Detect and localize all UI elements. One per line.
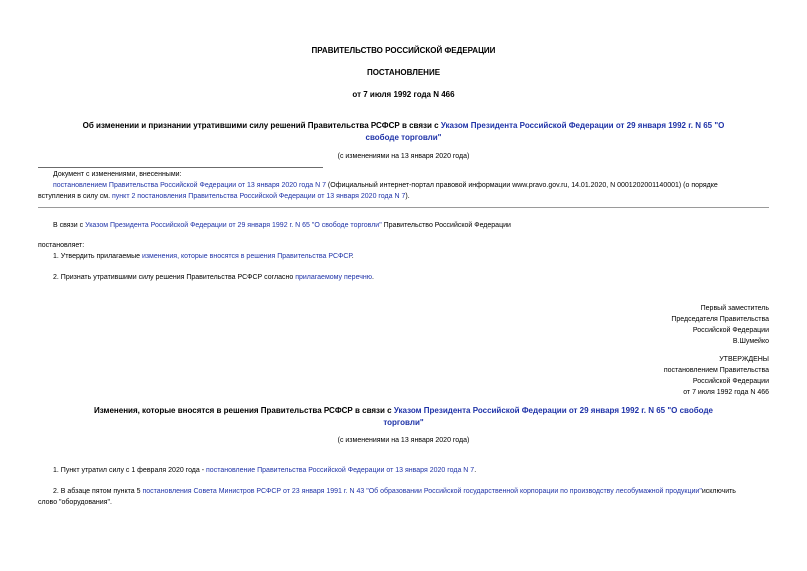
changes-link-point2[interactable]: пункт 2 постановления Правительства Российской Федерации от 13 января 2020 года N 7 bbox=[112, 193, 406, 200]
changes-text-2: вступления в силу см. bbox=[38, 193, 113, 200]
document-page bbox=[38, 0, 769, 571]
decides-text: постановляет: bbox=[38, 242, 85, 249]
approved-line-1: УТВЕРЖДЕНЫ bbox=[719, 356, 769, 363]
annex-revision-note: (с изменениями на 13 января 2020 года) bbox=[337, 437, 470, 444]
annex-item-1: 1. Пункт утратил силу с 1 февраля 2020 года - постановление Правительства Российской Федерации от 13 января 2020 года N 7. bbox=[53, 467, 477, 474]
title-text: Об изменении и признании утратившими силу решений Правительства РСФСР в связи с bbox=[82, 121, 441, 130]
changes-link-resolution[interactable]: постановлением Правительства Российской Федерации от 13 января 2020 года N 7 bbox=[53, 182, 326, 189]
approved-block bbox=[569, 355, 769, 398]
approved-line-2: постановлением Правительства bbox=[663, 366, 769, 374]
item-2: 2. Признать утратившими силу решения Правительства РСФСР согласно прилагаемому перечню. bbox=[53, 274, 374, 281]
annex-item-2-link[interactable]: постановления Совета Министров РСФСР от 23 января 1991 г. N 43 "Об образовании Российской государственной корпорации по производству лесобумажной продукции" bbox=[142, 488, 702, 495]
annex-title-decree-link[interactable]: Указом Президента Российской Федерации от 29 января 1992 г. N 65 "О свободе торговли" bbox=[383, 406, 713, 427]
signature-line-3: Российской Федерации bbox=[692, 326, 769, 334]
changes-bottom-rule bbox=[38, 207, 769, 208]
changes-body bbox=[38, 181, 769, 192]
changes-top-rule bbox=[38, 167, 323, 168]
document-date-number: от 7 июля 1992 года N 466 bbox=[352, 90, 455, 99]
item-1-link[interactable]: изменения, которые вносятся в решения Правительства РСФСР bbox=[141, 253, 352, 260]
signature-block bbox=[569, 304, 769, 347]
signature-line-2: Председателя Правительства bbox=[671, 315, 769, 323]
signature-line-1: Первый заместитель bbox=[700, 305, 769, 312]
intro-paragraph: В связи с Указом Президента Российской Федерации от 29 января 1992 г. N 65 "О свободе торговли" Правительство Российской Федерации bbox=[53, 222, 511, 229]
annex-item-2: 2. В абзаце пятом пункта 5 постановления Совета Министров РСФСР от 23 января 1991 г. N 43 "Об образовании Российской государственной корпорации по производству лесобумажной продукции"исключить bbox=[53, 488, 736, 495]
item-1: 1. Утвердить прилагаемые изменения, которые вносятся в решения Правительства РСФСР. bbox=[53, 253, 354, 260]
document-title bbox=[38, 120, 769, 143]
government-heading: ПРАВИТЕЛЬСТВО РОССИЙСКОЙ ФЕДЕРАЦИИ bbox=[311, 46, 496, 55]
changes-heading: Документ с изменениями, внесенными: bbox=[53, 171, 182, 178]
title-decree-link[interactable]: Указом Президента Российской Федерации от 29 января 1992 г. N 65 "О свободе торговли" bbox=[365, 121, 725, 142]
annex-item-1-link[interactable]: постановление Правительства Российской Федерации от 13 января 2020 года N 7 bbox=[206, 467, 475, 474]
changes-body-line2 bbox=[38, 192, 769, 201]
annex-title: Изменения, которые вносятся в решения Правительства РСФСР в связи с Указом Президента Российской Федерации от 29 января 1992 г. N 65 "О свободе торговли" bbox=[94, 406, 713, 427]
annex-item-2-line2: слово "оборудования". bbox=[38, 499, 112, 506]
intro-decree-link[interactable]: Указом Президента Российской Федерации от 29 января 1992 г. N 65 "О свободе торговли" bbox=[85, 222, 382, 229]
changes-text-1: (Официальный интернет-портал правовой информации www.pravo.gov.ru, 14.01.2020, N 0001202001140001) (о порядке bbox=[325, 182, 718, 189]
item-2-link[interactable]: прилагаемому перечню bbox=[295, 274, 372, 281]
changes-text-3: ). bbox=[405, 193, 410, 200]
document-type: ПОСТАНОВЛЕНИЕ bbox=[366, 68, 441, 77]
approved-line-3: Российской Федерации bbox=[692, 377, 769, 385]
signature-name: В.Шумейко bbox=[732, 337, 769, 345]
approved-line-4: от 7 июля 1992 года N 466 bbox=[683, 388, 769, 396]
revision-note: (с изменениями на 13 января 2020 года) bbox=[337, 153, 470, 160]
